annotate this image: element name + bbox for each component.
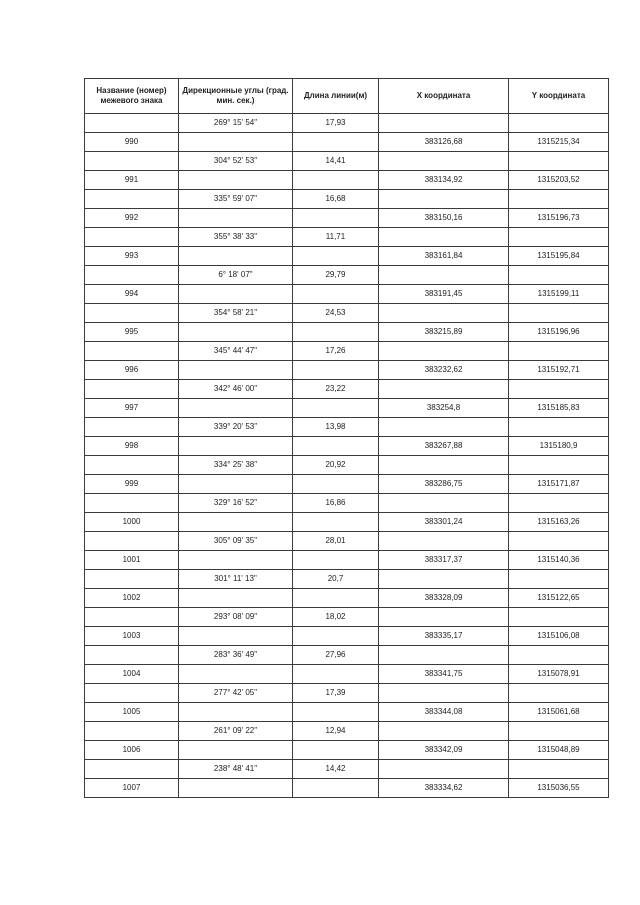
x-coordinate-cell <box>379 114 509 133</box>
direction-angle-cell <box>179 475 293 494</box>
marker-name-cell <box>85 342 179 361</box>
line-length-cell <box>293 475 379 494</box>
direction-angle-cell <box>179 665 293 684</box>
marker-name-cell: 990 <box>85 133 179 152</box>
y-coordinate-cell: 1315061,68 <box>509 703 609 722</box>
table-row <box>85 247 609 266</box>
y-coordinate-cell <box>509 228 609 247</box>
line-length-cell <box>293 779 379 798</box>
table-row <box>85 608 609 627</box>
x-coordinate-cell: 383328,09 <box>379 589 509 608</box>
y-coordinate-cell <box>509 760 609 779</box>
y-coordinate-cell <box>509 722 609 741</box>
y-coordinate-cell: 1315163,26 <box>509 513 609 532</box>
direction-angle-cell: 345° 44' 47" <box>179 342 293 361</box>
y-coordinate-cell <box>509 456 609 475</box>
x-coordinate-cell <box>379 760 509 779</box>
marker-name-cell: 993 <box>85 247 179 266</box>
table-row <box>85 570 609 589</box>
marker-name-cell: 995 <box>85 323 179 342</box>
marker-name-cell <box>85 646 179 665</box>
marker-name-cell <box>85 190 179 209</box>
marker-name-cell: 1007 <box>85 779 179 798</box>
x-coordinate-cell: 383301,24 <box>379 513 509 532</box>
table-row <box>85 589 609 608</box>
table-row <box>85 418 609 437</box>
line-length-cell: 28,01 <box>293 532 379 551</box>
x-coordinate-cell: 383341,75 <box>379 665 509 684</box>
y-coordinate-cell <box>509 684 609 703</box>
y-coordinate-cell: 1315122,65 <box>509 589 609 608</box>
x-coordinate-cell: 383334,62 <box>379 779 509 798</box>
marker-name-cell <box>85 722 179 741</box>
line-length-cell <box>293 247 379 266</box>
x-coordinate-cell <box>379 418 509 437</box>
x-coordinate-cell: 383344,08 <box>379 703 509 722</box>
table-row <box>85 190 609 209</box>
table-row <box>85 152 609 171</box>
marker-name-cell: 1006 <box>85 741 179 760</box>
table-row <box>85 114 609 133</box>
direction-angle-cell: 6° 18' 07" <box>179 266 293 285</box>
x-coordinate-cell: 383134,92 <box>379 171 509 190</box>
table-row <box>85 703 609 722</box>
y-coordinate-cell: 1315203,52 <box>509 171 609 190</box>
table-header-row <box>85 79 609 114</box>
marker-name-cell <box>85 570 179 589</box>
direction-angle-cell: 334° 25' 38" <box>179 456 293 475</box>
marker-name-cell: 1003 <box>85 627 179 646</box>
direction-angle-cell: 261° 09' 22" <box>179 722 293 741</box>
direction-angle-cell <box>179 209 293 228</box>
table-row <box>85 342 609 361</box>
header-marker-name: Название (номер) межевого знака <box>85 79 179 114</box>
line-length-cell: 13,98 <box>293 418 379 437</box>
direction-angle-cell: 342° 46' 00" <box>179 380 293 399</box>
x-coordinate-cell <box>379 684 509 703</box>
y-coordinate-cell <box>509 266 609 285</box>
table-row <box>85 456 609 475</box>
marker-name-cell: 992 <box>85 209 179 228</box>
marker-name-cell: 1004 <box>85 665 179 684</box>
table-row <box>85 779 609 798</box>
y-coordinate-cell <box>509 570 609 589</box>
marker-name-cell: 994 <box>85 285 179 304</box>
line-length-cell <box>293 323 379 342</box>
direction-angle-cell <box>179 513 293 532</box>
header-x-coordinate: X координата <box>379 79 509 114</box>
direction-angle-cell: 301° 11' 13" <box>179 570 293 589</box>
y-coordinate-cell <box>509 304 609 323</box>
y-coordinate-cell: 1315215,34 <box>509 133 609 152</box>
y-coordinate-cell: 1315192,71 <box>509 361 609 380</box>
table-row <box>85 266 609 285</box>
y-coordinate-cell: 1315036,55 <box>509 779 609 798</box>
line-length-cell: 20,92 <box>293 456 379 475</box>
direction-angle-cell: 355° 38' 33" <box>179 228 293 247</box>
y-coordinate-cell <box>509 114 609 133</box>
header-y-coordinate: Y координата <box>509 79 609 114</box>
x-coordinate-cell <box>379 266 509 285</box>
line-length-cell: 16,86 <box>293 494 379 513</box>
direction-angle-cell <box>179 741 293 760</box>
x-coordinate-cell <box>379 570 509 589</box>
direction-angle-cell <box>179 323 293 342</box>
x-coordinate-cell <box>379 646 509 665</box>
line-length-cell <box>293 133 379 152</box>
y-coordinate-cell <box>509 152 609 171</box>
table-row <box>85 684 609 703</box>
marker-name-cell <box>85 228 179 247</box>
table-row <box>85 228 609 247</box>
x-coordinate-cell <box>379 494 509 513</box>
marker-name-cell: 1000 <box>85 513 179 532</box>
direction-angle-cell <box>179 133 293 152</box>
y-coordinate-cell <box>509 532 609 551</box>
direction-angle-cell: 329° 16' 52" <box>179 494 293 513</box>
direction-angle-cell: 335° 59' 07" <box>179 190 293 209</box>
line-length-cell <box>293 209 379 228</box>
line-length-cell <box>293 551 379 570</box>
table-row <box>85 380 609 399</box>
direction-angle-cell: 354° 58' 21" <box>179 304 293 323</box>
marker-name-cell <box>85 760 179 779</box>
table-row <box>85 532 609 551</box>
header-line-length: Длина линии(м) <box>293 79 379 114</box>
y-coordinate-cell <box>509 190 609 209</box>
table-row <box>85 475 609 494</box>
x-coordinate-cell <box>379 532 509 551</box>
table-row <box>85 665 609 684</box>
marker-name-cell <box>85 304 179 323</box>
table-row <box>85 494 609 513</box>
direction-angle-cell: 269° 15' 54" <box>179 114 293 133</box>
marker-name-cell <box>85 418 179 437</box>
x-coordinate-cell <box>379 608 509 627</box>
marker-name-cell <box>85 380 179 399</box>
table-row <box>85 399 609 418</box>
direction-angle-cell: 304° 52' 53" <box>179 152 293 171</box>
marker-name-cell <box>85 494 179 513</box>
direction-angle-cell <box>179 399 293 418</box>
marker-name-cell: 1001 <box>85 551 179 570</box>
marker-name-cell: 1005 <box>85 703 179 722</box>
x-coordinate-cell: 383342,09 <box>379 741 509 760</box>
y-coordinate-cell: 1315195,84 <box>509 247 609 266</box>
direction-angle-cell <box>179 779 293 798</box>
line-length-cell: 17,26 <box>293 342 379 361</box>
direction-angle-cell <box>179 361 293 380</box>
marker-name-cell <box>85 456 179 475</box>
direction-angle-cell <box>179 627 293 646</box>
table-row <box>85 133 609 152</box>
marker-name-cell: 996 <box>85 361 179 380</box>
x-coordinate-cell <box>379 380 509 399</box>
direction-angle-cell: 277° 42' 05" <box>179 684 293 703</box>
x-coordinate-cell <box>379 228 509 247</box>
line-length-cell: 14,42 <box>293 760 379 779</box>
line-length-cell <box>293 665 379 684</box>
x-coordinate-cell <box>379 342 509 361</box>
marker-name-cell: 998 <box>85 437 179 456</box>
line-length-cell <box>293 437 379 456</box>
x-coordinate-cell: 383254,8 <box>379 399 509 418</box>
marker-name-cell <box>85 532 179 551</box>
x-coordinate-cell: 383335,17 <box>379 627 509 646</box>
line-length-cell: 20,7 <box>293 570 379 589</box>
line-length-cell: 14,41 <box>293 152 379 171</box>
x-coordinate-cell: 383191,45 <box>379 285 509 304</box>
direction-angle-cell <box>179 247 293 266</box>
line-length-cell <box>293 741 379 760</box>
header-direction-angle: Дирекционные углы (град. мин. сек.) <box>179 79 293 114</box>
y-coordinate-cell: 1315196,73 <box>509 209 609 228</box>
y-coordinate-cell <box>509 380 609 399</box>
line-length-cell <box>293 627 379 646</box>
x-coordinate-cell: 383267,88 <box>379 437 509 456</box>
x-coordinate-cell <box>379 190 509 209</box>
y-coordinate-cell: 1315140,36 <box>509 551 609 570</box>
marker-name-cell <box>85 152 179 171</box>
line-length-cell <box>293 703 379 722</box>
x-coordinate-cell: 383286,75 <box>379 475 509 494</box>
line-length-cell: 23,22 <box>293 380 379 399</box>
y-coordinate-cell: 1315185,83 <box>509 399 609 418</box>
x-coordinate-cell <box>379 152 509 171</box>
marker-name-cell: 1002 <box>85 589 179 608</box>
marker-name-cell: 997 <box>85 399 179 418</box>
table-row <box>85 209 609 228</box>
x-coordinate-cell <box>379 722 509 741</box>
direction-angle-cell: 339° 20' 53" <box>179 418 293 437</box>
line-length-cell <box>293 399 379 418</box>
line-length-cell <box>293 361 379 380</box>
direction-angle-cell <box>179 285 293 304</box>
table-row <box>85 323 609 342</box>
y-coordinate-cell: 1315078,91 <box>509 665 609 684</box>
line-length-cell: 24,53 <box>293 304 379 323</box>
y-coordinate-cell <box>509 646 609 665</box>
line-length-cell <box>293 171 379 190</box>
table-row <box>85 304 609 323</box>
table-row <box>85 741 609 760</box>
y-coordinate-cell: 1315196,96 <box>509 323 609 342</box>
direction-angle-cell <box>179 589 293 608</box>
direction-angle-cell: 305° 09' 35" <box>179 532 293 551</box>
table-row <box>85 722 609 741</box>
line-length-cell: 18,02 <box>293 608 379 627</box>
y-coordinate-cell: 1315171,87 <box>509 475 609 494</box>
marker-name-cell <box>85 114 179 133</box>
direction-angle-cell: 293° 08' 09" <box>179 608 293 627</box>
table-row <box>85 171 609 190</box>
y-coordinate-cell: 1315180,9 <box>509 437 609 456</box>
boundary-coordinates-table <box>84 78 609 798</box>
line-length-cell: 16,68 <box>293 190 379 209</box>
line-length-cell <box>293 513 379 532</box>
line-length-cell: 11,71 <box>293 228 379 247</box>
y-coordinate-cell: 1315048,89 <box>509 741 609 760</box>
y-coordinate-cell <box>509 342 609 361</box>
table-body <box>85 114 609 798</box>
table-row <box>85 361 609 380</box>
y-coordinate-cell <box>509 608 609 627</box>
table-row <box>85 285 609 304</box>
table-row <box>85 437 609 456</box>
x-coordinate-cell: 383317,37 <box>379 551 509 570</box>
marker-name-cell <box>85 608 179 627</box>
y-coordinate-cell: 1315199,11 <box>509 285 609 304</box>
line-length-cell: 17,93 <box>293 114 379 133</box>
x-coordinate-cell: 383150,16 <box>379 209 509 228</box>
direction-angle-cell <box>179 703 293 722</box>
table-row <box>85 551 609 570</box>
line-length-cell <box>293 589 379 608</box>
x-coordinate-cell: 383126,68 <box>379 133 509 152</box>
direction-angle-cell <box>179 171 293 190</box>
x-coordinate-cell: 383232,62 <box>379 361 509 380</box>
table-row <box>85 760 609 779</box>
line-length-cell <box>293 285 379 304</box>
line-length-cell: 27,96 <box>293 646 379 665</box>
x-coordinate-cell: 383161,84 <box>379 247 509 266</box>
x-coordinate-cell <box>379 304 509 323</box>
direction-angle-cell: 238° 48' 41" <box>179 760 293 779</box>
table-row <box>85 513 609 532</box>
line-length-cell: 29,79 <box>293 266 379 285</box>
direction-angle-cell: 283° 36' 49" <box>179 646 293 665</box>
y-coordinate-cell <box>509 494 609 513</box>
direction-angle-cell <box>179 437 293 456</box>
x-coordinate-cell: 383215,89 <box>379 323 509 342</box>
line-length-cell: 12,94 <box>293 722 379 741</box>
y-coordinate-cell: 1315106,08 <box>509 627 609 646</box>
marker-name-cell <box>85 266 179 285</box>
x-coordinate-cell <box>379 456 509 475</box>
marker-name-cell: 991 <box>85 171 179 190</box>
marker-name-cell: 999 <box>85 475 179 494</box>
direction-angle-cell <box>179 551 293 570</box>
line-length-cell: 17,39 <box>293 684 379 703</box>
table-row <box>85 646 609 665</box>
y-coordinate-cell <box>509 418 609 437</box>
marker-name-cell <box>85 684 179 703</box>
table-row <box>85 627 609 646</box>
